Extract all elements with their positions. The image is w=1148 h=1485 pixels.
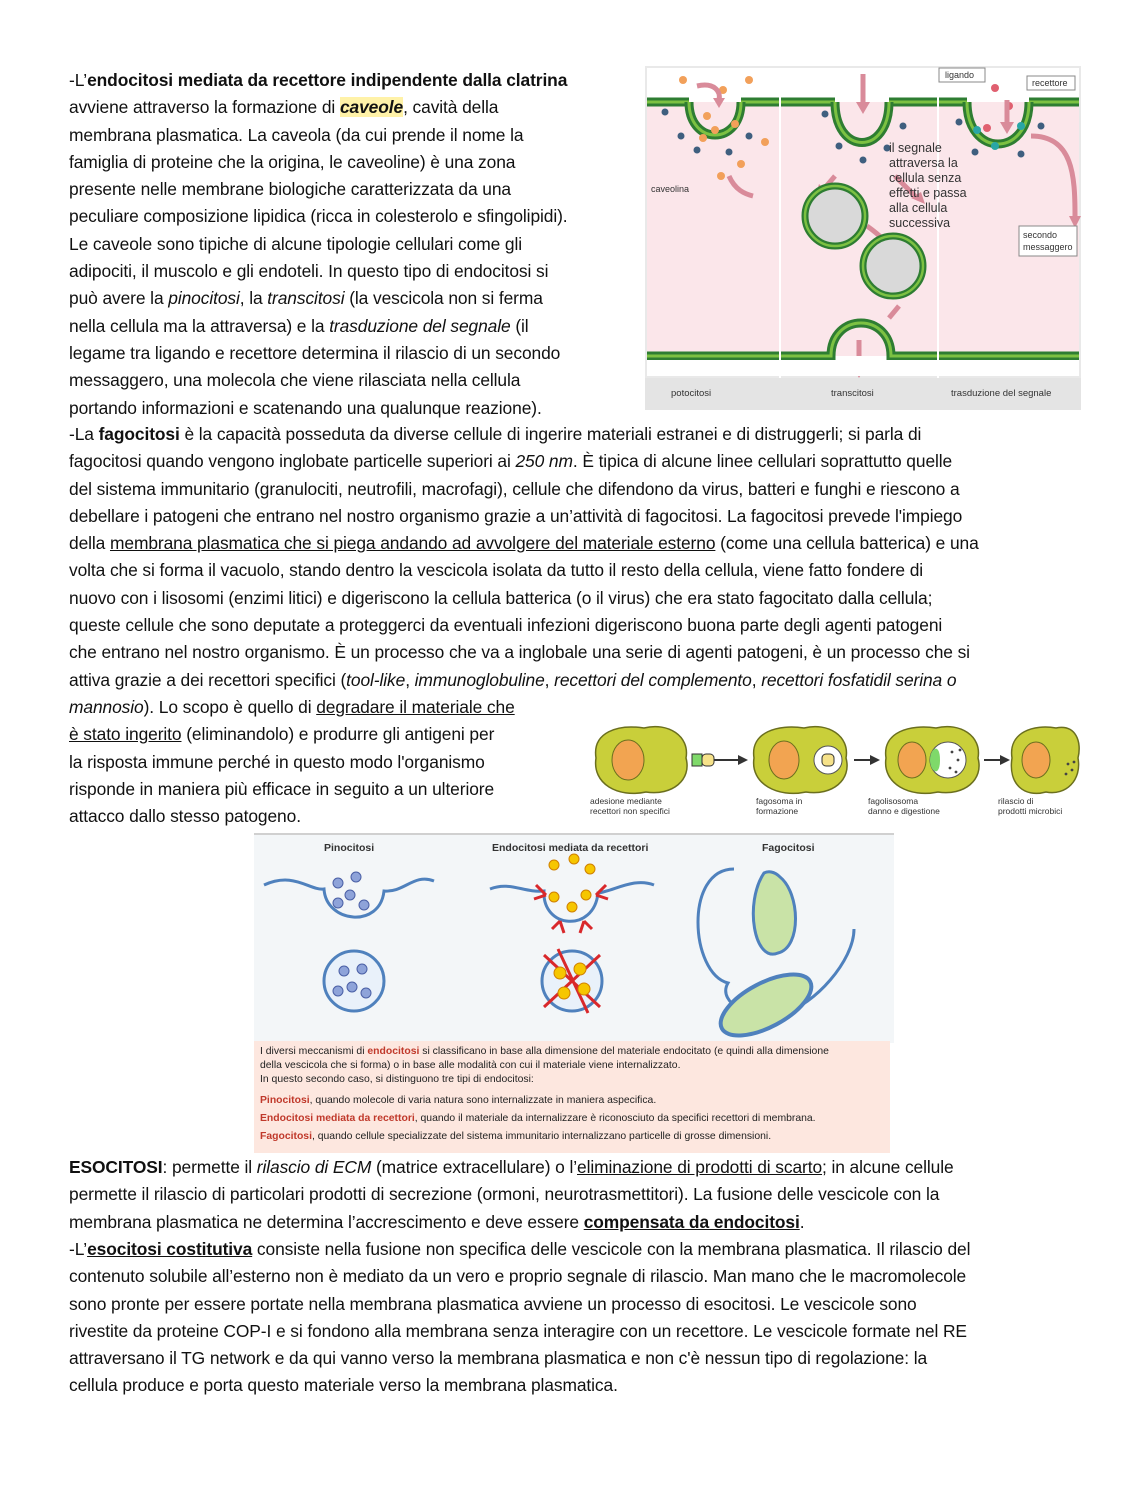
svg-text:fagolisosoma: fagolisosoma <box>868 796 919 806</box>
svg-text:Pinocitosi: Pinocitosi <box>324 842 375 854</box>
svg-text:recettori non specifici: recettori non specifici <box>590 806 670 816</box>
svg-text:prodotti microbici: prodotti microbici <box>998 806 1063 816</box>
svg-text:Endocitosi mediata da recettor: Endocitosi mediata da recettori <box>492 842 649 854</box>
line: attraversano il TG network e da qui vanno verso la membrana plasmatica e non c'è nessun tipo di regolazione: la <box>69 1348 928 1369</box>
line: presente nelle membrane biologiche caratterizzata da una <box>69 179 511 200</box>
line: che entrano nel nostro organismo. È un processo che va a inglobale una serie di agenti patogeni, è un processo che si <box>69 642 970 663</box>
line: Le caveole sono tipiche di alcune tipologie cellulari come gli <box>69 233 522 254</box>
line: peculiare composizione lipidica (ricca in colesterolo e sfingolipidi). <box>69 206 568 227</box>
paragraph-caveole <box>69 67 639 422</box>
svg-text:danno e digestione: danno e digestione <box>868 806 940 816</box>
svg-text:effetti e passa: effetti e passa <box>889 186 967 200</box>
line: della membrana plasmatica che si piega andando ad avvolgere del materiale esterno (come una cellula batterica) e una <box>69 533 979 554</box>
line: rivestite da proteine COP-I e si fondono alla membrana senza interagire con un recettore. Le vescicole formate nel RE <box>69 1320 967 1341</box>
line: risponde in maniera più efficace in seguito a un ulteriore <box>69 778 495 799</box>
svg-text:messaggero: messaggero <box>1023 242 1073 252</box>
label-recettore: recettore <box>1032 78 1068 88</box>
line: attacco dallo stesso patogeno. <box>69 806 301 827</box>
line: cellula produce e porta questo materiale verso la membrana plasmatica. <box>69 1375 618 1396</box>
caption-line: I diversi meccanismi di endocitosi si classificano in base alla dimensione del materiale endocitato (e quindi alla dimensione <box>260 1046 829 1057</box>
svg-text:rilascio di: rilascio di <box>998 796 1034 806</box>
svg-text:adesione mediante: adesione mediante <box>590 796 662 806</box>
line: ESOCITOSI: permette il rilascio di ECM (matrice extracellulare) o l’eliminazione di prodotti di scarto; in alcune cellule <box>69 1157 954 1177</box>
svg-text:fagosoma in: fagosoma in <box>756 796 803 806</box>
line: -L’esocitosi costitutiva consiste nella fusione non specifica delle vescicole con la membrana plasmatica. Il rilascio del <box>69 1239 971 1259</box>
label-caveolina: caveolina <box>651 184 690 194</box>
svg-text:cellula senza: cellula senza <box>889 171 962 185</box>
caption-line: della vescicola che si forma) o in base alle modalità con cui il materiale viene internalizzato. <box>260 1060 681 1072</box>
phagocyte-cell <box>596 727 748 794</box>
line: -La fagocitosi è la capacità posseduta da diverse cellule di ingerire materiali estranei e di distruggerli; si parla di <box>69 424 922 444</box>
svg-text:attraversa la: attraversa la <box>889 156 958 170</box>
line: -L’endocitosi mediata da recettore indipendente dalla clatrina <box>69 70 568 90</box>
line: mannosio). Lo scopo è quello di degradare il materiale che <box>69 696 515 717</box>
line: permette il rilascio di particolari prodotti di secrezione (ormoni, neurotrasmettitori). La fusione delle vescicole con la <box>69 1184 940 1205</box>
line: sono pronte per essere portate nella membrana plasmatica avviene un processo di esocitosi. Le vescicole sono <box>69 1293 917 1314</box>
line: nuovo con i lisosomi (enzimi litici) e digeriscono la cellula batterica (o il virus) che era stato fagocitato dalla cellula; <box>69 587 933 608</box>
line: attiva grazie a dei recettori specifici (tool-like, immunoglobuline, recettori del complemento, recettori fosfatidil serina o <box>69 669 957 690</box>
line: famiglia di proteine che la origina, le caveoline) è una zona <box>69 151 516 172</box>
svg-text:alla cellula: alla cellula <box>889 201 948 215</box>
endocytosis-diagrams <box>254 833 894 1043</box>
line: messaggero, una molecola che viene rilasciata nella cellula <box>69 370 521 391</box>
line: nella cellula ma la attraversa) e la trasduzione del segnale (il <box>69 315 529 336</box>
line: portando informazioni e scatenando una qualunque reazione). <box>69 397 542 418</box>
line: legame tra ligando e recettore determina il rilascio di un secondo <box>69 342 561 363</box>
svg-text:successiva: successiva <box>889 216 951 230</box>
label-secondo-messaggero: secondo <box>1023 230 1058 240</box>
svg-text:transcitosi: transcitosi <box>831 388 874 399</box>
paragraph-esocitosi <box>69 1154 1079 1236</box>
line: fagocitosi quando vengono inglobate particelle superiori ai 250 nm. È tipica di alcune linee cellulari soprattutto quelle <box>69 451 953 472</box>
svg-text:potocitosi: potocitosi <box>671 388 712 399</box>
svg-text:trasduzione del segnale: trasduzione del segnale <box>951 388 1052 399</box>
line: volta che si forma il vacuolo, stando dentro la vescicola isolata da tutto il resto della cellula, viene fatto fondere di <box>69 560 924 581</box>
line: debellare i patogeni che entrano nel nostro organismo grazie a un’attività di fagocitosi. La fagocitosi prevede l'impiego <box>69 505 963 526</box>
caption-line: Pinocitosi, quando molecole di varia natura sono internalizzate in maniera aspecifica. <box>260 1094 657 1106</box>
line: membrana plasmatica ne determina l’accrescimento e deve essere compensata da endocitosi. <box>69 1211 805 1232</box>
line: adipociti, il muscolo e gli endoteli. In questo tipo di endocitosi si <box>69 261 549 282</box>
line: la risposta immune perché in questo modo l'organismo <box>69 751 485 772</box>
paragraph-esocitosi-costitutiva <box>69 1236 1079 1400</box>
line: è stato ingerito (eliminandolo) e produrre gli antigeni per <box>69 724 495 745</box>
svg-text:formazione: formazione <box>756 806 799 816</box>
line: contenuto solubile all’esterno non è mediato da un vero e proprio segnale di rilascio. Man mano che le macromolecole <box>69 1266 967 1287</box>
line: può avere la pinocitosi, la transcitosi (la vescicola non si ferma <box>69 288 543 309</box>
caption-line: Endocitosi mediata da recettori, quando il materiale da internalizzare è riconosciuto da specifici recettori di membrana. <box>260 1112 816 1124</box>
line: del sistema immunitario (granulociti, neutrofili, macrofagi), cellule che difendono da virus, batteri e funghi e riescono a <box>69 478 960 499</box>
caption-line: Fagocitosi, quando cellule specializzate del sistema immunitario internalizzano particelle di grosse dimensioni. <box>260 1131 772 1143</box>
svg-text:il segnale: il segnale <box>889 141 942 155</box>
label-ligando: ligando <box>945 70 975 80</box>
line: avviene attraverso la formazione di caveole, cavità della <box>69 97 499 118</box>
endocytosis-types-figure <box>254 833 894 1153</box>
bold-heading: endocitosi mediata da recettore indipendente dalla clatrina <box>87 70 568 90</box>
line: queste cellule che sono deputate a proteggerci da eventuali infezioni digeriscono buona parte degli agenti patogeni <box>69 615 943 636</box>
sequence-labels <box>590 796 1062 816</box>
phagocytosis-sequence-figure <box>588 718 1080 820</box>
caption-line: In questo secondo caso, si distinguono tre tipi di endocitosi: <box>260 1074 534 1086</box>
caption-box <box>254 1041 890 1153</box>
svg-text:Fagocitosi: Fagocitosi <box>762 842 815 854</box>
line: membrana plasmatica. La caveola (da cui prende il nome la <box>69 124 524 145</box>
caveole-figure <box>645 66 1081 410</box>
highlight-caveole: caveole <box>339 97 404 118</box>
